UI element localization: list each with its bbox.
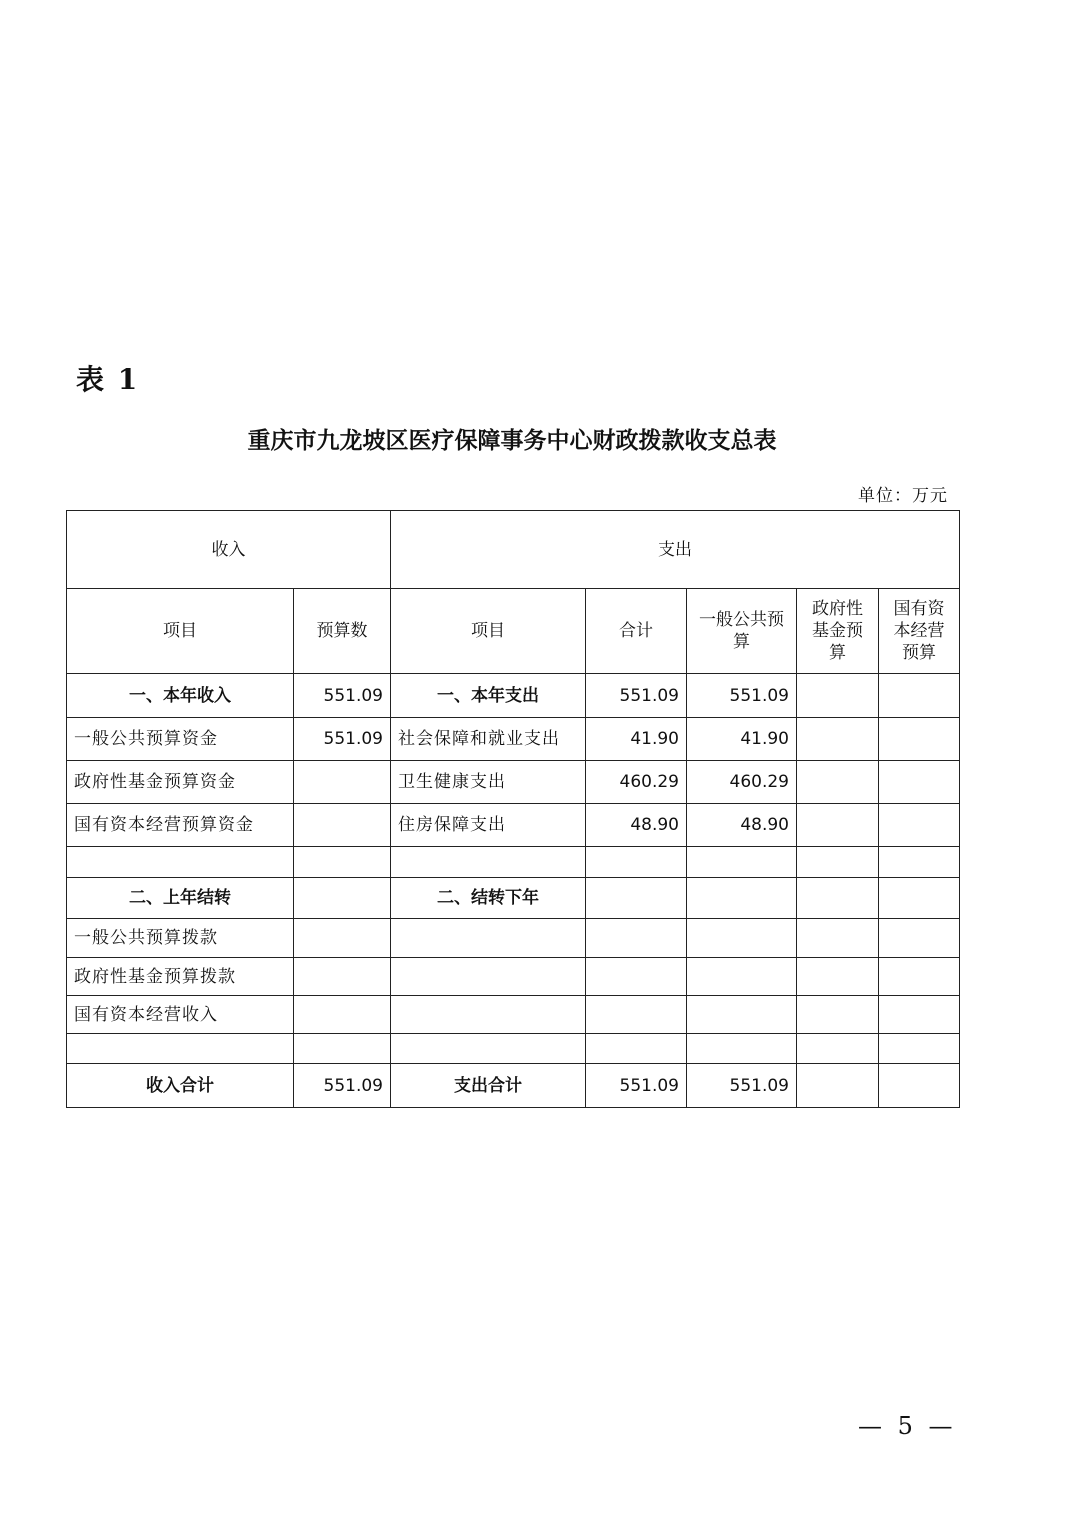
expenditure-item [391, 1034, 586, 1064]
expenditure-general [687, 1034, 797, 1064]
expenditure-general: 41.90 [687, 718, 797, 761]
income-budget: 551.09 [294, 674, 391, 718]
income-budget [294, 919, 391, 958]
expenditure-total: 460.29 [586, 761, 687, 804]
income-item: 国有资本经营预算资金 [67, 804, 294, 847]
expenditure-capital [879, 718, 960, 761]
expenditure-general [687, 996, 797, 1034]
expenditure-general: 460.29 [687, 761, 797, 804]
expenditure-fund [797, 674, 879, 718]
income-budget [294, 1034, 391, 1064]
page-number: — 5 — [858, 1412, 957, 1440]
expenditure-general: 551.09 [687, 1064, 797, 1108]
expenditure-fund [797, 996, 879, 1034]
header-expenditure: 支出 [391, 511, 960, 589]
income-item: 二、上年结转 [67, 878, 294, 919]
expenditure-item: 一、本年支出 [391, 674, 586, 718]
table-row [67, 1034, 960, 1064]
header-budget: 预算数 [294, 589, 391, 674]
income-item [67, 847, 294, 878]
expenditure-total: 551.09 [586, 1064, 687, 1108]
expenditure-capital [879, 1034, 960, 1064]
expenditure-capital [879, 804, 960, 847]
expenditure-general [687, 958, 797, 996]
table-row [67, 804, 960, 847]
table-row [67, 674, 960, 718]
expenditure-general: 551.09 [687, 674, 797, 718]
expenditure-capital [879, 761, 960, 804]
expenditure-fund [797, 804, 879, 847]
expenditure-total [586, 958, 687, 996]
expenditure-total [586, 919, 687, 958]
expenditure-capital [879, 878, 960, 919]
expenditure-fund [797, 878, 879, 919]
header-income-item: 项目 [67, 589, 294, 674]
expenditure-total: 41.90 [586, 718, 687, 761]
expenditure-fund [797, 1034, 879, 1064]
expenditure-capital [879, 919, 960, 958]
expenditure-general [687, 878, 797, 919]
expenditure-fund [797, 847, 879, 878]
income-item: 政府性基金预算资金 [67, 761, 294, 804]
expenditure-capital [879, 1064, 960, 1108]
expenditure-item [391, 958, 586, 996]
expenditure-total [586, 878, 687, 919]
document-title: 重庆市九龙坡区医疗保障事务中心财政拨款收支总表 [247, 427, 777, 454]
table-row [67, 847, 960, 878]
income-budget [294, 996, 391, 1034]
header-total: 合计 [586, 589, 687, 674]
table-row [67, 761, 960, 804]
expenditure-total [586, 1034, 687, 1064]
income-budget [294, 761, 391, 804]
expenditure-total [586, 996, 687, 1034]
expenditure-item: 二、结转下年 [391, 878, 586, 919]
income-budget [294, 878, 391, 919]
table-row [67, 996, 960, 1034]
income-budget [294, 847, 391, 878]
header-general-public-budget: 一般公共预算 [687, 589, 797, 674]
income-item: 政府性基金预算拨款 [67, 958, 294, 996]
expenditure-total: 551.09 [586, 674, 687, 718]
unit-label: 单位：万元 [858, 486, 948, 506]
expenditure-capital [879, 958, 960, 996]
expenditure-item [391, 919, 586, 958]
expenditure-capital [879, 996, 960, 1034]
income-total-label: 收入合计 [67, 1064, 294, 1108]
income-item [67, 1034, 294, 1064]
expenditure-total: 48.90 [586, 804, 687, 847]
table-row-total [67, 1064, 960, 1108]
expenditure-item [391, 996, 586, 1034]
income-item: 一、本年收入 [67, 674, 294, 718]
income-budget [294, 804, 391, 847]
income-budget: 551.09 [294, 718, 391, 761]
expenditure-item [391, 847, 586, 878]
table-label: 表 1 [76, 363, 140, 396]
table-row [67, 919, 960, 958]
expenditure-item: 卫生健康支出 [391, 761, 586, 804]
table-row [67, 958, 960, 996]
expenditure-capital [879, 674, 960, 718]
income-budget [294, 958, 391, 996]
fiscal-summary-table [66, 510, 960, 1108]
income-total-value: 551.09 [294, 1064, 391, 1108]
expenditure-capital [879, 847, 960, 878]
expenditure-general [687, 919, 797, 958]
expenditure-total [586, 847, 687, 878]
income-item: 一般公共预算拨款 [67, 919, 294, 958]
header-state-capital-budget: 国有资本经营预算 [879, 589, 960, 674]
expenditure-fund [797, 718, 879, 761]
expenditure-fund [797, 1064, 879, 1108]
expenditure-item: 住房保障支出 [391, 804, 586, 847]
expenditure-item: 社会保障和就业支出 [391, 718, 586, 761]
table-row [67, 878, 960, 919]
income-item: 一般公共预算资金 [67, 718, 294, 761]
expenditure-fund [797, 761, 879, 804]
header-expenditure-item: 项目 [391, 589, 586, 674]
expenditure-fund [797, 958, 879, 996]
header-income: 收入 [67, 511, 391, 589]
table-row [67, 718, 960, 761]
expenditure-fund [797, 919, 879, 958]
header-gov-fund-budget: 政府性基金预算 [797, 589, 879, 674]
expenditure-general: 48.90 [687, 804, 797, 847]
expenditure-total-label: 支出合计 [391, 1064, 586, 1108]
expenditure-general [687, 847, 797, 878]
income-item: 国有资本经营收入 [67, 996, 294, 1034]
